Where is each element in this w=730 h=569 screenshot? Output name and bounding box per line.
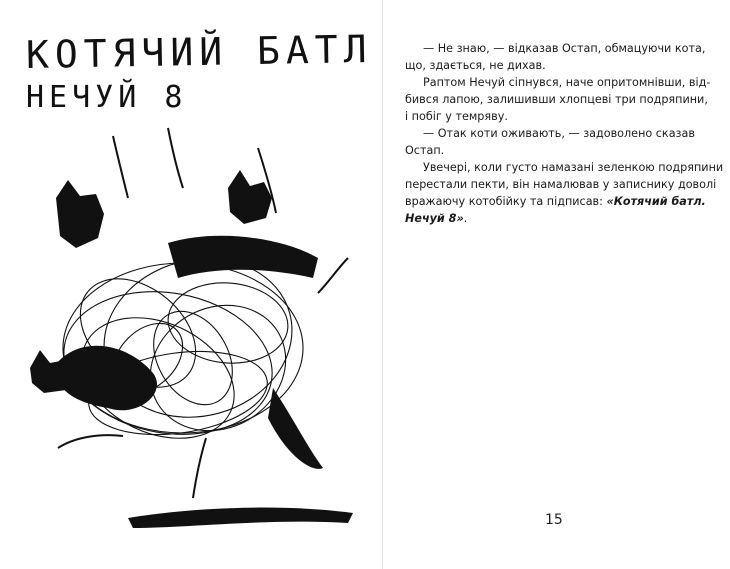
text-line: Остап. [405, 144, 445, 157]
tuxedo-cat-head [228, 170, 272, 224]
page-subtitle: НЕЧУЙ 8 [26, 80, 188, 115]
right-page [383, 0, 730, 569]
emphasized-title: «Котячий батл. [606, 195, 706, 208]
cat-leg [193, 438, 206, 498]
text-line: перестали пекти, він намалював у записнику доволі [405, 178, 717, 191]
text-line: бився лапою, залишивши хлопцеві три подряпини, [405, 93, 708, 106]
scribble-loop [138, 297, 249, 419]
cat-leg [113, 136, 128, 198]
tabby-cat-head [56, 180, 104, 248]
text-line: — Не знаю, — відказав Остап, обмацуючи кота, [423, 42, 706, 55]
text-line: — Отак коти оживають, — задоволено сказав [423, 127, 695, 140]
black-cat-back [168, 236, 318, 278]
text-line: що, здається, не дихав. [405, 59, 546, 72]
sentence-end: . [463, 212, 468, 225]
text-line: і побіг у темряву. [405, 110, 508, 123]
text-line: Увечері, коли густо намазані зеленкою подряпини [423, 161, 724, 174]
cat-leg [58, 435, 123, 448]
ground-shadow [128, 508, 353, 528]
emphasized-title-end: Нечуй 8» [405, 212, 464, 225]
text-line-start: вражаючу котобійку та підписав: [405, 195, 607, 208]
cat-battle-illustration [18, 118, 363, 543]
page-number: 15 [545, 512, 563, 528]
black-cat-tail [268, 388, 323, 469]
text-line: Раптом Нечуй сіпнувся, наче опритомнівши, від- [423, 76, 711, 89]
page-title: КОТЯЧИЙ БАТЛ [25, 26, 373, 78]
body-text [405, 40, 724, 227]
cat-leg [168, 128, 183, 188]
text-line [405, 193, 715, 210]
text-line [405, 210, 715, 227]
cat-leg [318, 258, 348, 293]
